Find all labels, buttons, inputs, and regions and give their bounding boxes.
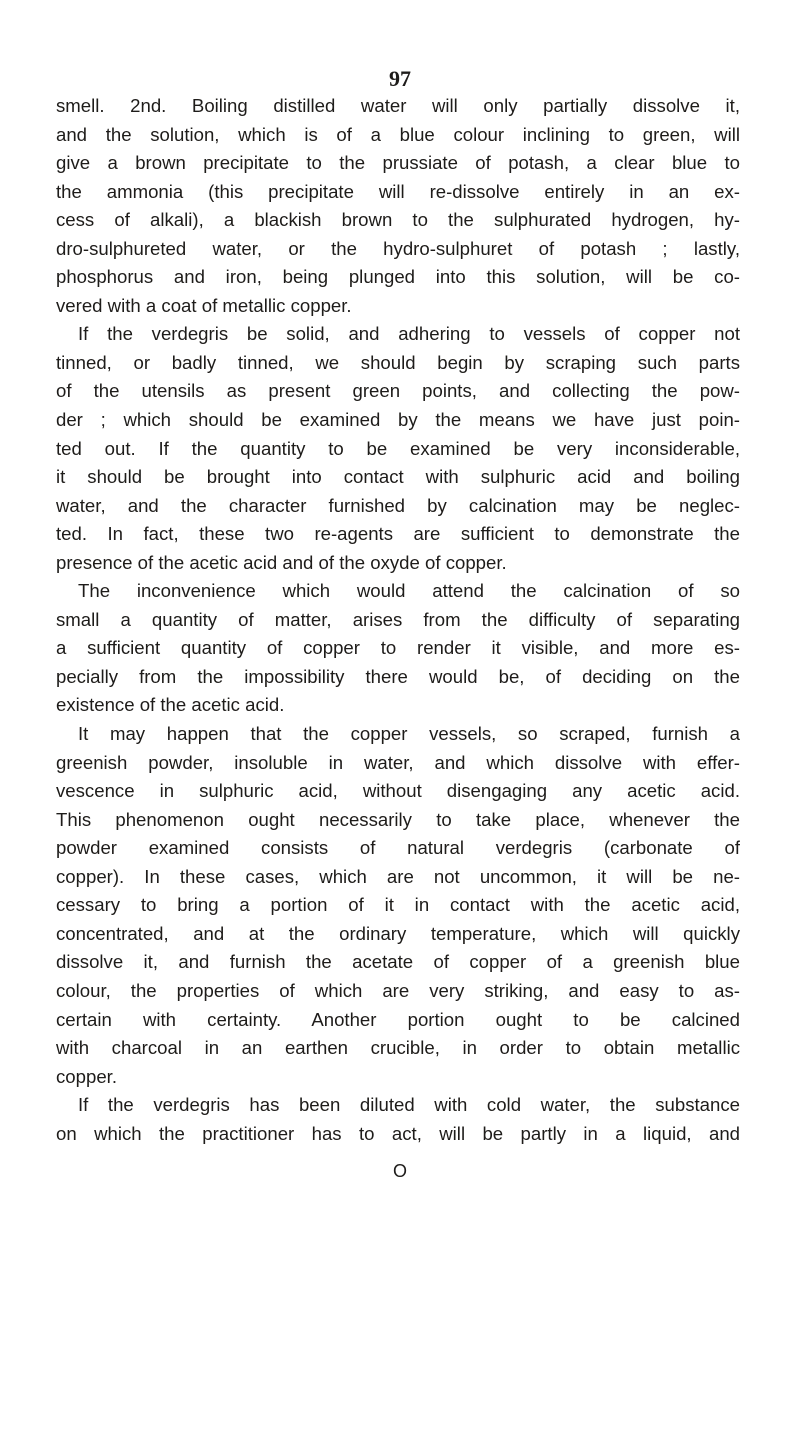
text-line: der ; which should be examined by the means we have just poin- [56,409,740,431]
text-line: colour, the properties of which are very striking, and easy to as- [56,979,740,1001]
text-line: presence of the acetic acid and of the oxyde of copper. [56,551,507,573]
text-line: it should be brought into contact with sulphuric acid and boiling [56,466,740,488]
text-line: It may happen that the copper vessels, so scraped, furnish a [78,723,740,745]
text-line: certain with certainty. Another portion ought to be calcined [56,1008,740,1030]
text-line: phosphorus and iron, being plunged into this solution, will be co- [56,266,740,288]
page-number: 97 [389,66,411,91]
text-line: vered with a coat of metallic copper. [56,294,352,316]
text-line: copper. [56,1065,117,1087]
text-line: tinned, or badly tinned, we should begin by scraping such parts [56,351,740,373]
text-line: concentrated, and at the ordinary temperature, which will quickly [56,922,740,944]
body-text [56,92,740,1148]
text-line: cess of alkali), a blackish brown to the sulphurated hydrogen, hy- [56,209,740,231]
text-line: vescence in sulphuric acid, without disengaging any acetic acid. [56,780,740,802]
signature-mark: O [392,1161,407,1181]
paragraph-1 [56,92,740,320]
text-line: of the utensils as present green points, and collecting the pow- [56,380,740,402]
text-line: water, and the character furnished by calcination may be neglec- [56,494,740,516]
text-line: and the solution, which is of a blue colour inclining to green, will [56,123,740,145]
text-line: dro-sulphureted water, or the hydro-sulphuret of potash ; lastly, [56,237,740,259]
text-line: This phenomenon ought necessarily to take place, whenever the [56,808,740,830]
text-line: copper). In these cases, which are not uncommon, it will be ne- [56,865,740,887]
text-line: small a quantity of matter, arises from the difficulty of separating [56,608,740,630]
text-line: give a brown precipitate to the prussiate of potash, a clear blue to [56,152,740,174]
paragraph-5 [56,1091,740,1148]
text-line: If the verdegris be solid, and adhering to vessels of copper not [78,323,740,345]
paragraph-3 [56,577,740,720]
paragraph-4 [56,720,740,1091]
paragraph-2 [56,320,740,577]
text-line: greenish powder, insoluble in water, and which dissolve with effer- [56,751,740,773]
text-line: on which the practitioner has to act, will be partly in a liquid, and [56,1122,740,1144]
text-line: ted. In fact, these two re-agents are sufficient to demonstrate the [56,523,740,545]
text-line: cessary to bring a portion of it in contact with the acetic acid, [56,894,740,916]
text-line: existence of the acetic acid. [56,694,285,716]
text-line: The inconvenience which would attend the calcination of so [78,580,740,602]
text-line: If the verdegris has been diluted with cold water, the substance [78,1094,740,1116]
text-line: powder examined consists of natural verdegris (carbonate of [56,837,740,859]
text-line: with charcoal in an earthen crucible, in order to obtain metallic [56,1037,740,1059]
text-line: a sufficient quantity of copper to render it visible, and more es- [56,637,740,659]
text-line: the ammonia (this precipitate will re-dissolve entirely in an ex- [56,180,740,202]
text-line: smell. 2nd. Boiling distilled water will only partially dissolve it, [56,95,740,116]
text-line: ted out. If the quantity to be examined be very inconsiderable, [56,437,740,459]
text-line: dissolve it, and furnish the acetate of copper of a greenish blue [56,951,740,973]
text-line: pecially from the impossibility there would be, of deciding on the [56,665,740,687]
